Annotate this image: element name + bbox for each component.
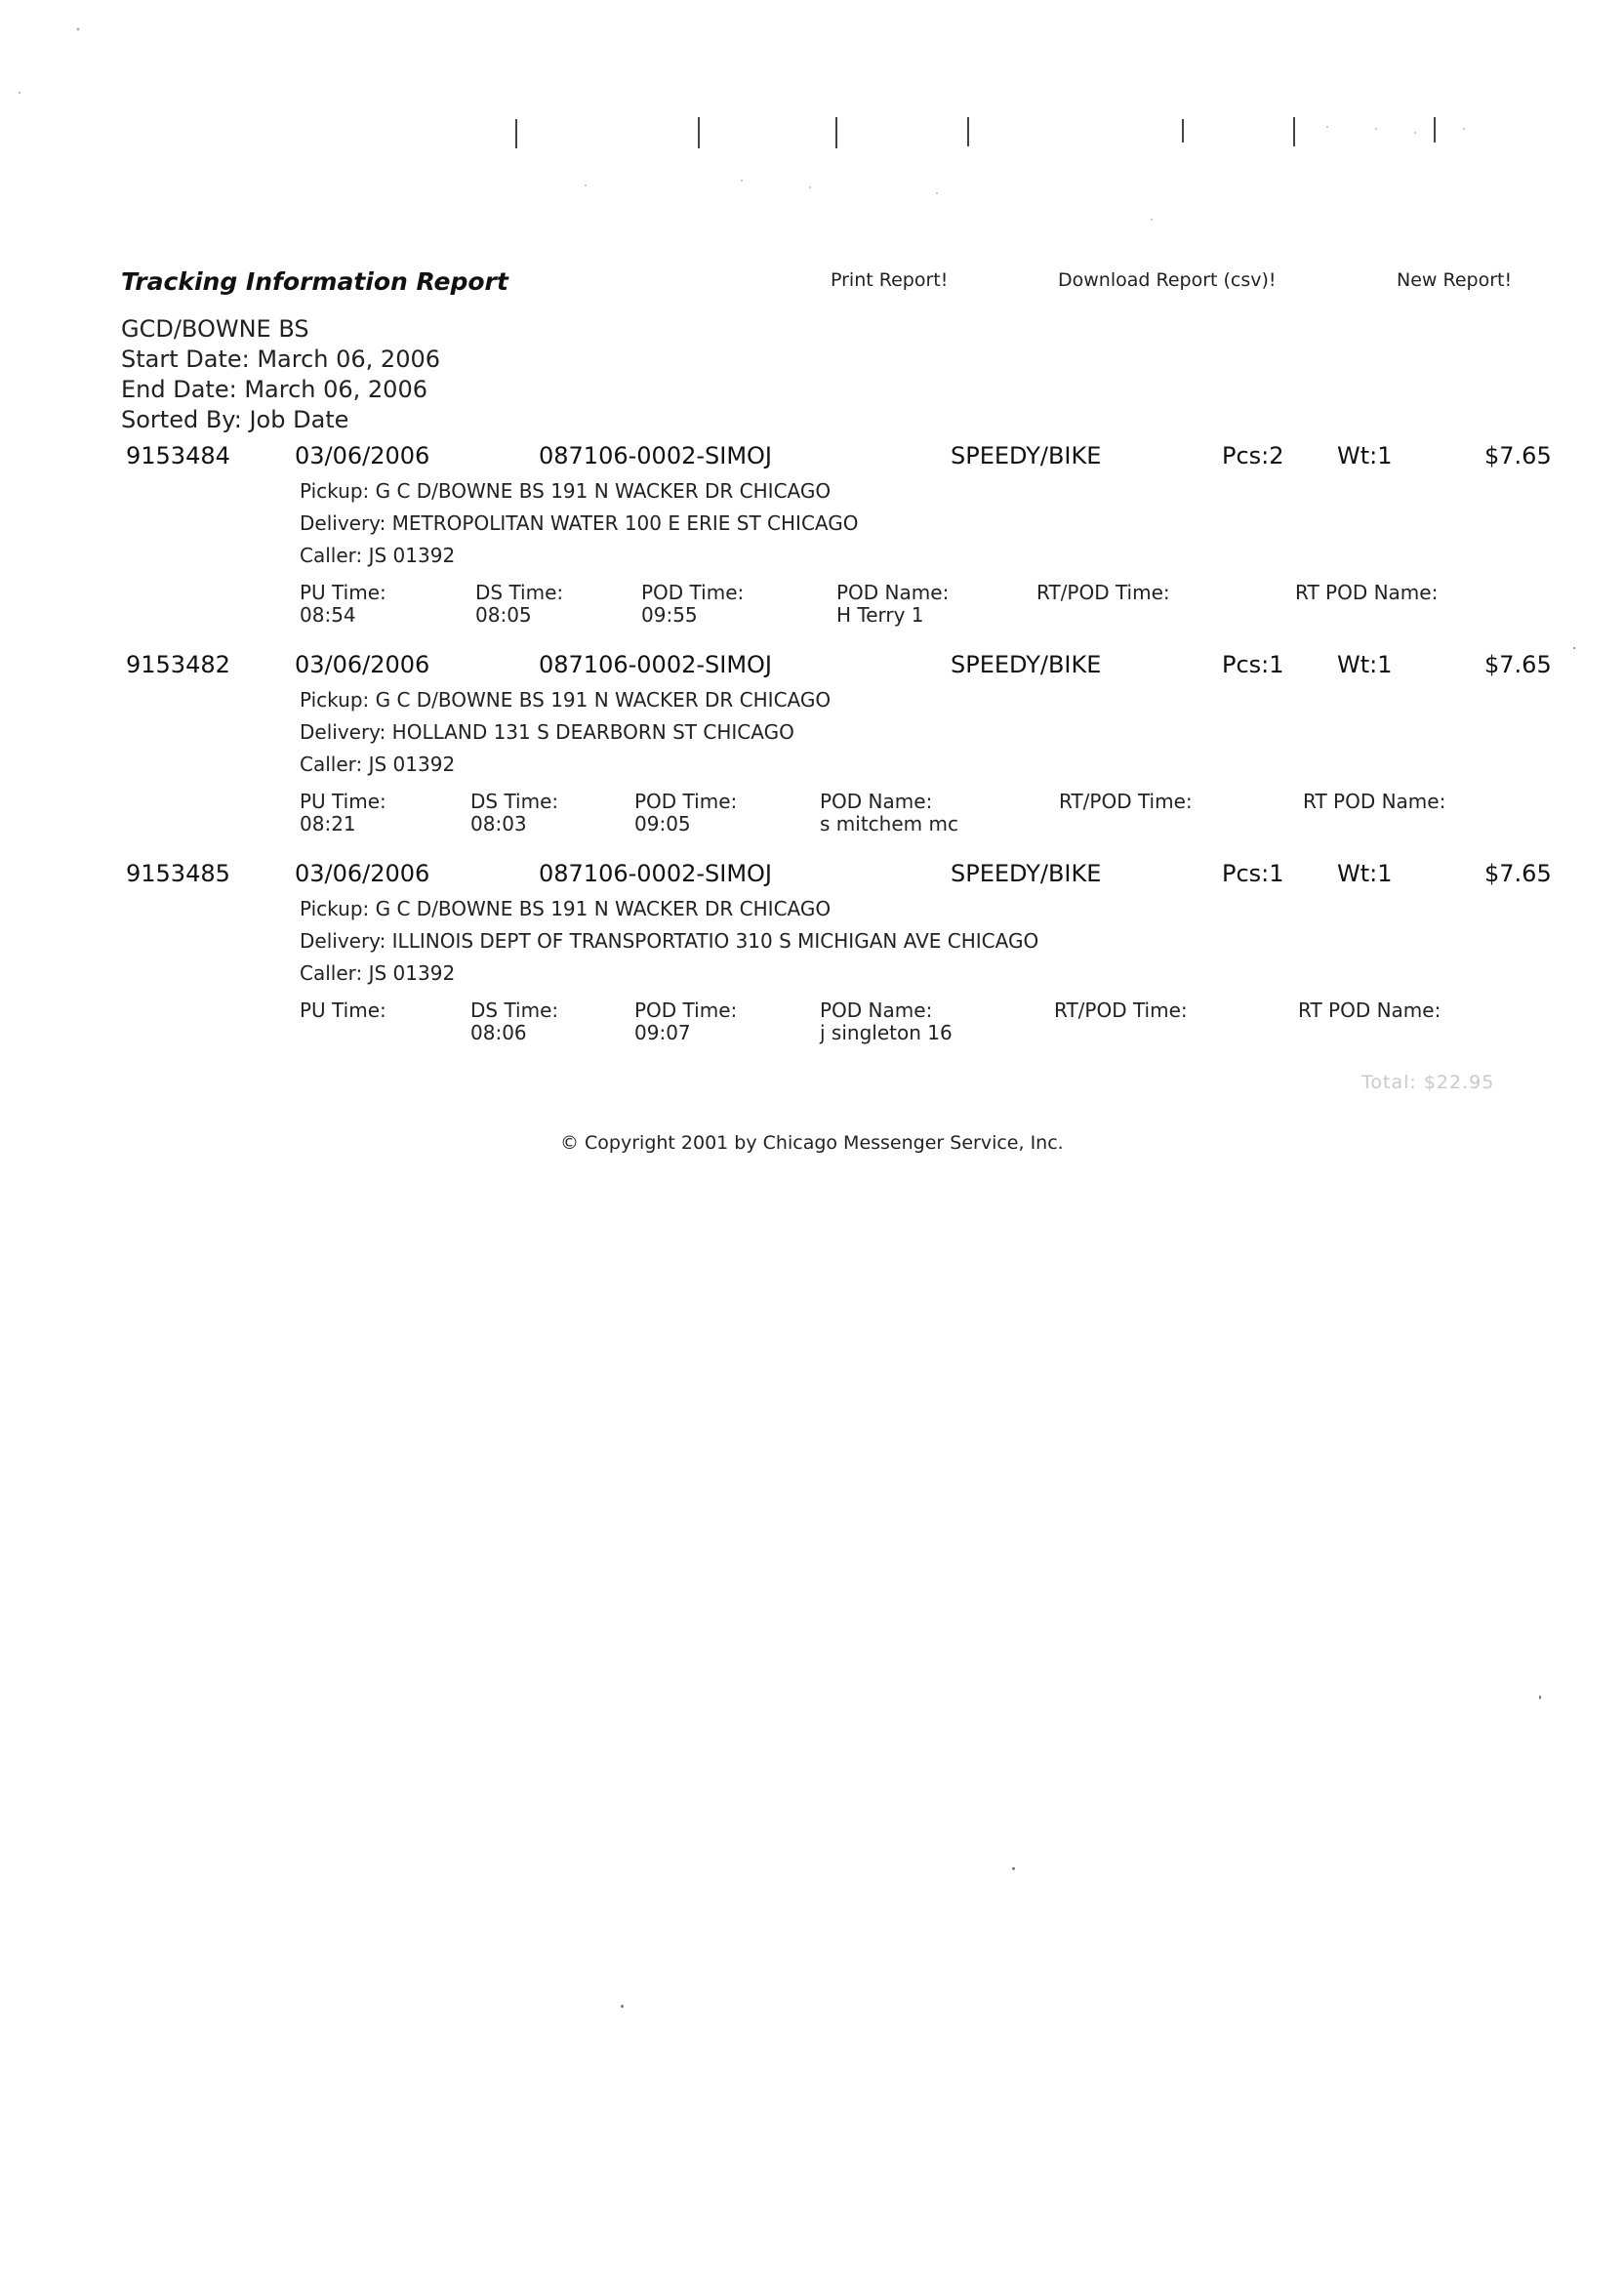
rt-pod-time bbox=[1036, 582, 1170, 604]
delivery-address: Delivery: ILLINOIS DEPT OF TRANSPORTATIO 310 S MICHIGAN AVE CHICAGO bbox=[300, 929, 1039, 953]
new-report-link[interactable]: New Report! bbox=[1397, 269, 1513, 291]
pod-name bbox=[836, 582, 949, 627]
download-report-link[interactable]: Download Report (csv)! bbox=[1058, 269, 1277, 291]
pu-time-label: PU Time: bbox=[300, 998, 386, 1022]
job-addresses bbox=[300, 684, 1565, 781]
job-date: 03/06/2006 bbox=[295, 651, 430, 678]
job-date: 03/06/2006 bbox=[295, 860, 430, 887]
report-title: Tracking Information Report bbox=[121, 267, 508, 296]
caller: Caller: JS 01392 bbox=[300, 753, 456, 776]
pod-name-value: j singleton 16 bbox=[820, 1021, 953, 1044]
pieces-count: Pcs:2 bbox=[1222, 442, 1284, 469]
amount: $7.65 bbox=[1484, 651, 1552, 678]
rt-pod-time-label: RT/POD Time: bbox=[1054, 998, 1188, 1022]
report-total: Total: $22.95 bbox=[1361, 1072, 1495, 1093]
rt-pod-time bbox=[1059, 791, 1193, 813]
service-type: SPEEDY/BIKE bbox=[951, 442, 1102, 469]
pieces-count: Pcs:1 bbox=[1222, 651, 1284, 678]
job-addresses bbox=[300, 893, 1565, 990]
ds-time-label: DS Time: bbox=[470, 790, 559, 813]
caller: Caller: JS 01392 bbox=[300, 544, 456, 567]
pod-time bbox=[634, 999, 737, 1044]
pod-time-label: POD Time: bbox=[634, 790, 738, 813]
pu-time-label: PU Time: bbox=[300, 581, 386, 604]
pu-time-label: PU Time: bbox=[300, 790, 386, 813]
weight: Wt:1 bbox=[1337, 442, 1393, 469]
rt-pod-name bbox=[1303, 791, 1445, 813]
scan-artifacts bbox=[0, 0, 1624, 254]
delivery-address: Delivery: HOLLAND 131 S DEARBORN ST CHICAGO bbox=[300, 720, 794, 744]
pod-time-value: 09:05 bbox=[634, 812, 691, 835]
ds-time-value: 08:06 bbox=[470, 1021, 527, 1044]
job-number: 9153482 bbox=[126, 651, 230, 678]
start-date: Start Date: March 06, 2006 bbox=[121, 346, 440, 373]
pod-time bbox=[641, 582, 744, 627]
pu-time bbox=[300, 791, 386, 835]
job-times bbox=[300, 999, 1565, 1050]
service-type: SPEEDY/BIKE bbox=[951, 860, 1102, 887]
pod-name-label: POD Name: bbox=[820, 998, 933, 1022]
rt-pod-name bbox=[1295, 582, 1438, 604]
rt-pod-name-label: RT POD Name: bbox=[1295, 581, 1439, 604]
pu-time-value: 08:54 bbox=[300, 603, 356, 627]
report-meta bbox=[121, 314, 440, 435]
scan-speck bbox=[1012, 1867, 1015, 1870]
pod-name-label: POD Name: bbox=[836, 581, 950, 604]
pod-time bbox=[634, 791, 737, 835]
job-addresses bbox=[300, 475, 1565, 572]
report-header bbox=[121, 264, 1565, 303]
pod-name bbox=[820, 791, 958, 835]
pickup-address: Pickup: G C D/BOWNE BS 191 N WACKER DR CHICAGO bbox=[300, 688, 832, 712]
print-report-link[interactable]: Print Report! bbox=[831, 269, 949, 291]
end-date: End Date: March 06, 2006 bbox=[121, 376, 427, 403]
weight: Wt:1 bbox=[1337, 860, 1393, 887]
pod-time-label: POD Time: bbox=[641, 581, 745, 604]
ds-time-label: DS Time: bbox=[470, 998, 559, 1022]
service-type: SPEEDY/BIKE bbox=[951, 651, 1102, 678]
job-summary-line bbox=[121, 860, 1565, 893]
job-summary-line bbox=[121, 442, 1565, 475]
pod-time-value: 09:55 bbox=[641, 603, 698, 627]
ds-time bbox=[475, 582, 563, 627]
amount: $7.65 bbox=[1484, 442, 1552, 469]
scan-speck bbox=[1539, 1695, 1541, 1699]
job-reference: 087106-0002-SIMOJ bbox=[539, 442, 773, 469]
pieces-count: Pcs:1 bbox=[1222, 860, 1284, 887]
rt-pod-name bbox=[1298, 999, 1441, 1022]
ds-time-value: 08:05 bbox=[475, 603, 532, 627]
ds-time-label: DS Time: bbox=[475, 581, 564, 604]
job-number: 9153485 bbox=[126, 860, 230, 887]
delivery-address: Delivery: METROPOLITAN WATER 100 E ERIE ST CHICAGO bbox=[300, 511, 859, 535]
rt-pod-name-label: RT POD Name: bbox=[1303, 790, 1446, 813]
ds-time bbox=[470, 791, 558, 835]
pod-name-label: POD Name: bbox=[820, 790, 933, 813]
weight: Wt:1 bbox=[1337, 651, 1393, 678]
job-times bbox=[300, 791, 1565, 841]
caller: Caller: JS 01392 bbox=[300, 961, 456, 985]
rt-pod-name-label: RT POD Name: bbox=[1298, 998, 1441, 1022]
job-summary-line bbox=[121, 651, 1565, 684]
pod-name-value: s mitchem mc bbox=[820, 812, 958, 835]
account-name: GCD/BOWNE BS bbox=[121, 315, 309, 343]
job-reference: 087106-0002-SIMOJ bbox=[539, 860, 773, 887]
job-times bbox=[300, 582, 1565, 632]
scan-speck bbox=[1573, 647, 1575, 649]
pu-time bbox=[300, 582, 386, 627]
amount: $7.65 bbox=[1484, 860, 1552, 887]
job-date: 03/06/2006 bbox=[295, 442, 430, 469]
rt-pod-time-label: RT/POD Time: bbox=[1059, 790, 1193, 813]
rt-pod-time-label: RT/POD Time: bbox=[1036, 581, 1170, 604]
job-record bbox=[121, 442, 1565, 632]
job-record bbox=[121, 651, 1565, 841]
job-record bbox=[121, 860, 1565, 1050]
pu-time bbox=[300, 999, 386, 1022]
pickup-address: Pickup: G C D/BOWNE BS 191 N WACKER DR CHICAGO bbox=[300, 479, 832, 503]
pod-name bbox=[820, 999, 953, 1044]
rt-pod-time bbox=[1054, 999, 1188, 1022]
job-number: 9153484 bbox=[126, 442, 230, 469]
ds-time bbox=[470, 999, 558, 1044]
ds-time-value: 08:03 bbox=[470, 812, 527, 835]
pod-time-value: 09:07 bbox=[634, 1021, 691, 1044]
copyright-notice: © Copyright 2001 by Chicago Messenger Service, Inc. bbox=[560, 1132, 1064, 1154]
sorted-by: Sorted By: Job Date bbox=[121, 406, 349, 433]
pu-time-value: 08:21 bbox=[300, 812, 356, 835]
scan-speck bbox=[621, 2005, 624, 2008]
pickup-address: Pickup: G C D/BOWNE BS 191 N WACKER DR CHICAGO bbox=[300, 897, 832, 920]
job-reference: 087106-0002-SIMOJ bbox=[539, 651, 773, 678]
pod-name-value: H Terry 1 bbox=[836, 603, 924, 627]
pod-time-label: POD Time: bbox=[634, 998, 738, 1022]
